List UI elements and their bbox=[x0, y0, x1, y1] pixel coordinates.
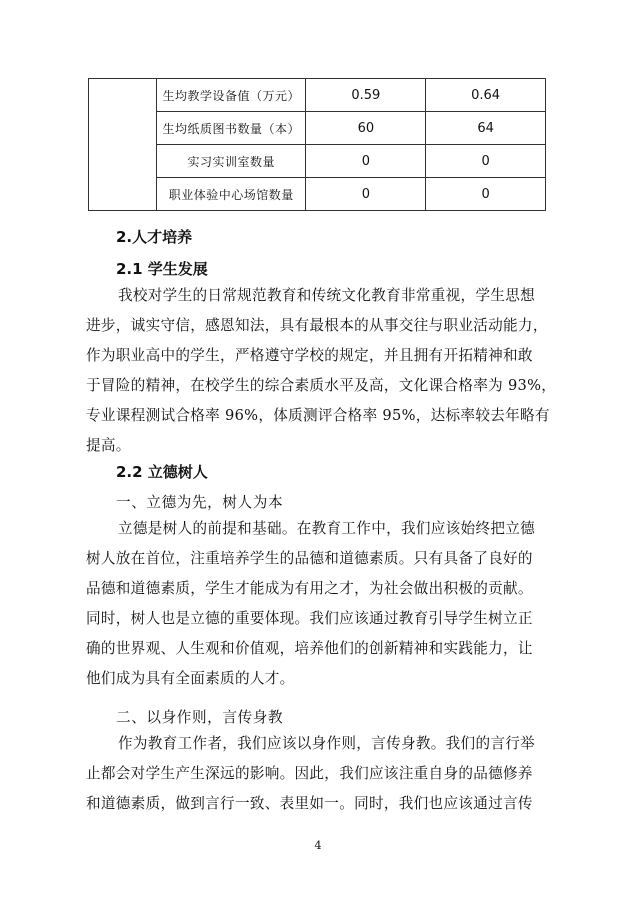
table-row bbox=[89, 145, 546, 178]
paragraph-moral-first bbox=[86, 514, 550, 694]
text-line: 专业课程测试合格率 96%，体质测评合格率 95%，达标率较去年略有 bbox=[86, 407, 550, 424]
value-cell: 64 bbox=[426, 112, 546, 145]
text-line: 他们成为具有全面素质的人才。 bbox=[86, 670, 295, 687]
table-row bbox=[89, 178, 546, 211]
text-line: 和道德素质，做到言行一致、表里如一。同时，我们也应该通过言传 bbox=[86, 795, 533, 812]
text-line: 提高。 bbox=[86, 437, 131, 454]
statistics-table bbox=[88, 78, 546, 211]
section-heading: 2.2 立德树人 bbox=[116, 463, 208, 481]
table-row bbox=[89, 79, 546, 112]
merged-category-cell bbox=[89, 79, 157, 211]
value-cell: 0 bbox=[306, 178, 426, 211]
text-line: 进步，诚实守信，感恩知法，具有最根本的从事交往与职业活动能力， bbox=[86, 317, 548, 334]
row-label: 职业体验中心场馆数量 bbox=[157, 178, 306, 211]
section-heading: 2.1 学生发展 bbox=[116, 260, 208, 278]
value-cell: 0 bbox=[426, 178, 546, 211]
row-label: 生均纸质图书数量（本） bbox=[157, 112, 306, 145]
value-cell: 60 bbox=[306, 112, 426, 145]
text-line: 树人放在首位，注重培养学生的品德和道德素质。只有具备了良好的 bbox=[86, 550, 533, 567]
subheading: 一、立德为先，树人为本 bbox=[116, 494, 284, 511]
text-line: 确的世界观、人生观和价值观，培养他们的创新精神和实践能力，让 bbox=[86, 640, 533, 657]
text-line: 同时，树人也是立德的重要体现。我们应该通过教育引导学生树立正 bbox=[86, 610, 533, 627]
text-line: 作为教育工作者，我们应该以身作则，言传身教。我们的言行举 bbox=[118, 735, 536, 752]
text-line: 立德是树人的前提和基础。在教育工作中，我们应该始终把立德 bbox=[118, 520, 536, 537]
row-label: 实习实训室数量 bbox=[157, 145, 306, 178]
row-label: 生均教学设备值（万元） bbox=[157, 79, 306, 112]
paragraph-student-development bbox=[86, 281, 557, 461]
value-cell: 0.59 bbox=[306, 79, 426, 112]
page-number: 4 bbox=[314, 839, 322, 852]
text-line: 我校对学生的日常规范教育和传统文化教育非常重视，学生思想 bbox=[118, 287, 536, 304]
text-line: 品德和道德素质，学生才能成为有用之才，为社会做出积极的贡献。 bbox=[86, 580, 533, 597]
section-heading: 2.人才培养 bbox=[116, 228, 193, 246]
value-cell: 0 bbox=[426, 145, 546, 178]
text-line: 于冒险的精神，在校学生的综合素质水平及高，文化课合格率为 93%， bbox=[86, 377, 557, 394]
subheading: 二、以身作则，言传身教 bbox=[116, 709, 284, 726]
table-row bbox=[89, 112, 546, 145]
value-cell: 0 bbox=[306, 145, 426, 178]
text-line: 止都会对学生产生深远的影响。因此，我们应该注重自身的品德修养 bbox=[86, 765, 533, 782]
value-cell: 0.64 bbox=[426, 79, 546, 112]
text-line: 作为职业高中的学生，严格遵守学校的规定，并且拥有开拓精神和敢 bbox=[86, 347, 533, 364]
paragraph-lead-by-example bbox=[86, 729, 550, 819]
